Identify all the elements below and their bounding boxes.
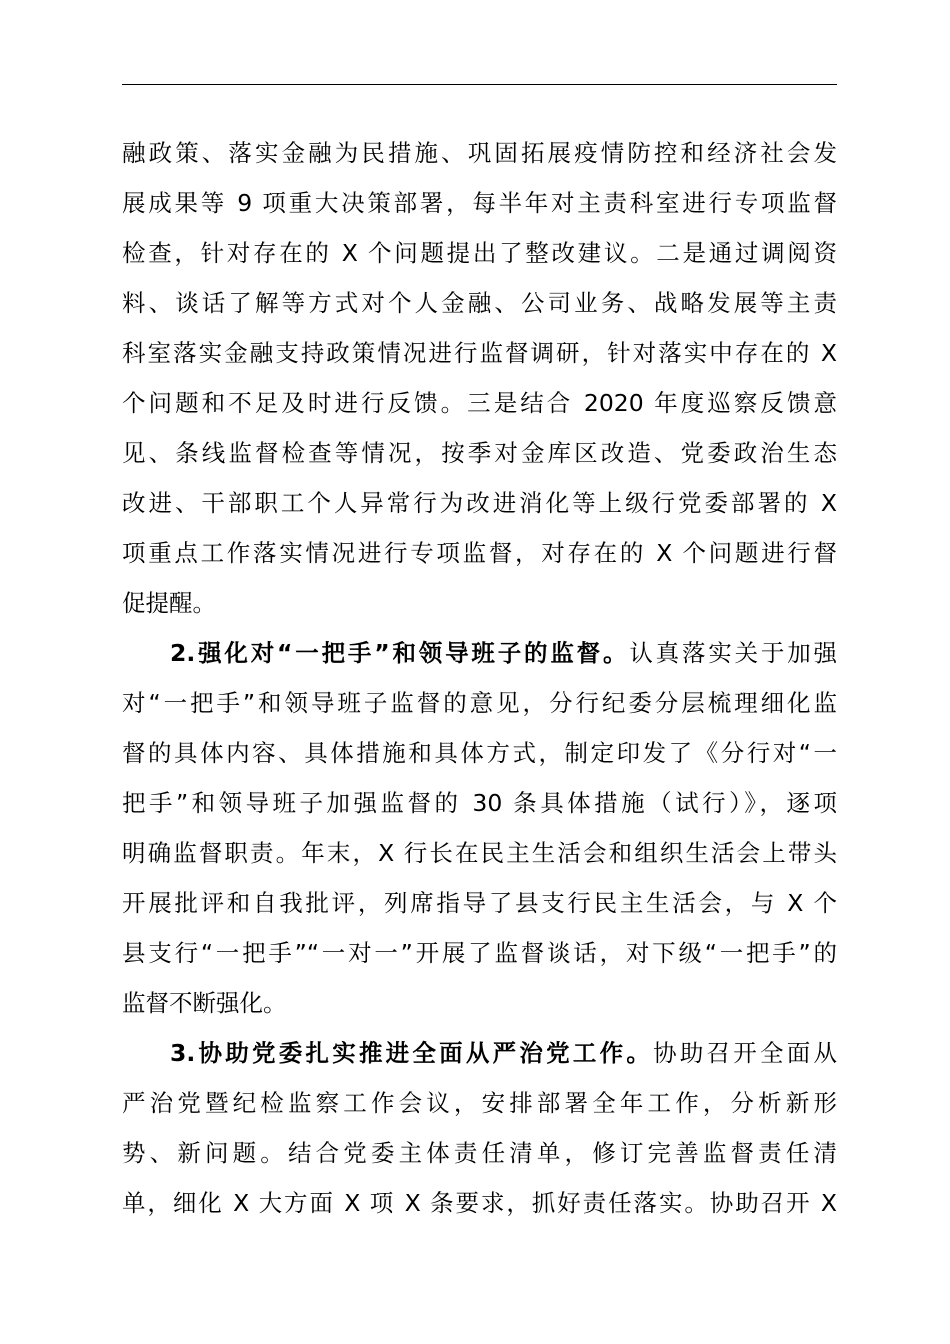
text-line: 严治党暨纪检监察工作会议，安排部署全年工作，分析新形 bbox=[122, 1089, 837, 1117]
paragraph-2 bbox=[122, 628, 837, 1028]
paragraph-first-line bbox=[122, 628, 837, 678]
text-line: 对“一把手”和领导班子监督的意见，分行纪委分层梳理细化监 bbox=[122, 689, 837, 717]
text-line: 势、新问题。结合党委主体责任清单，修订完善监督责任清 bbox=[122, 1139, 837, 1167]
text-line: 明确监督职责。年末，X 行长在民主生活会和组织生活会上带头 bbox=[122, 839, 837, 867]
document-body bbox=[122, 128, 837, 1228]
text-line: 项重点工作落实情况进行专项监督，对存在的 X 个问题进行督 bbox=[122, 539, 837, 567]
section-heading: 2.强化对“一把手”和领导班子的监督。 bbox=[170, 639, 630, 667]
text-line: 把手”和领导班子加强监督的 30 条具体措施（试行）》，逐项 bbox=[122, 789, 837, 817]
text-run: 协助召开全面从 bbox=[653, 1039, 837, 1067]
paragraph-3 bbox=[122, 1028, 837, 1228]
text-run: 认真落实关于加强 bbox=[629, 639, 837, 667]
text-line: 县支行“一把手”“一对一”开展了监督谈话，对下级“一把手”的 bbox=[122, 939, 837, 967]
text-line: 改进、干部职工个人异常行为改进消化等上级行党委部署的 X bbox=[122, 489, 837, 517]
text-line: 促提醒。 bbox=[122, 589, 216, 617]
paragraph-first-line bbox=[122, 1028, 837, 1078]
text-line: 个问题和不足及时进行反馈。三是结合 2020 年度巡察反馈意 bbox=[122, 389, 837, 417]
text-line: 料、谈话了解等方式对个人金融、公司业务、战略发展等主责 bbox=[122, 289, 837, 317]
text-line: 见、条线监督检查等情况，按季对金库区改造、党委政治生态 bbox=[122, 439, 837, 467]
text-line: 科室落实金融支持政策情况进行监督调研，针对落实中存在的 X bbox=[122, 339, 837, 367]
text-line: 检查，针对存在的 X 个问题提出了整改建议。二是通过调阅资 bbox=[122, 239, 837, 267]
paragraph-1 bbox=[122, 128, 837, 628]
text-line: 监督不断强化。 bbox=[122, 989, 287, 1017]
text-line: 督的具体内容、具体措施和具体方式，制定印发了《分行对“一 bbox=[122, 739, 837, 767]
header-rule bbox=[122, 84, 837, 85]
text-line: 融政策、落实金融为民措施、巩固拓展疫情防控和经济社会发 bbox=[122, 139, 837, 167]
text-line: 单，细化 X 大方面 X 项 X 条要求，抓好责任落实。协助召开 X bbox=[122, 1189, 837, 1217]
text-line: 展成果等 9 项重大决策部署，每半年对主责科室进行专项监督 bbox=[122, 189, 837, 217]
section-heading: 3.协助党委扎实推进全面从严治党工作。 bbox=[170, 1039, 654, 1067]
text-line: 开展批评和自我批评，列席指导了县支行民主生活会，与 X 个 bbox=[122, 889, 837, 917]
